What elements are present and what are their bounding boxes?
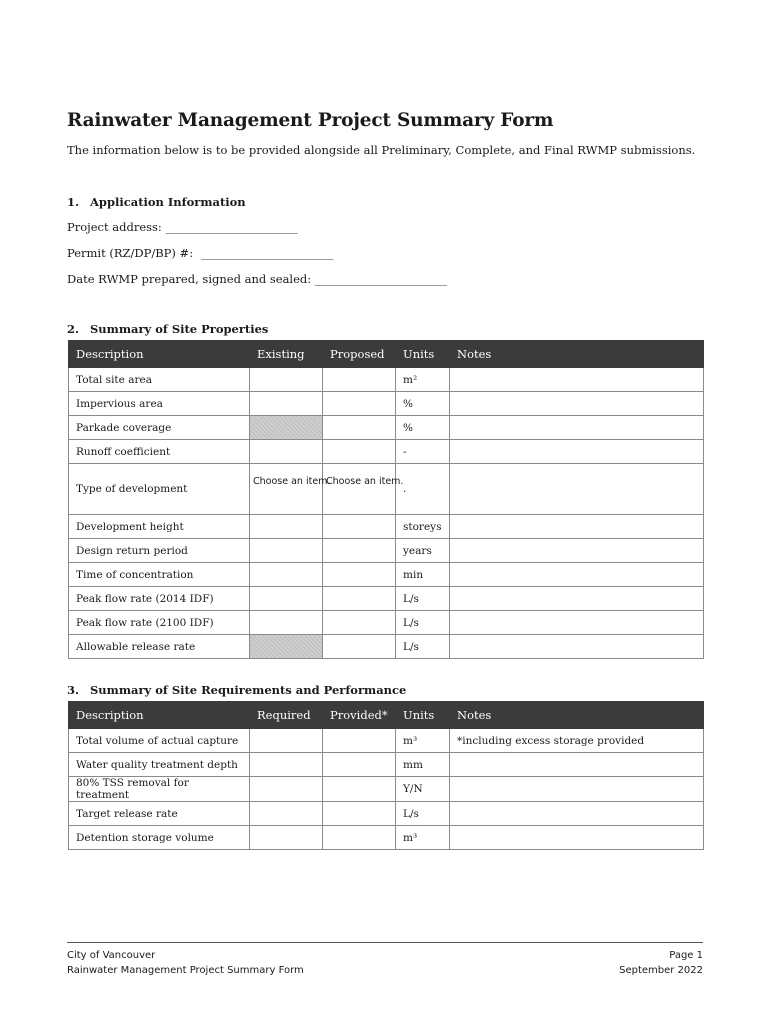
row-description: Development height: [69, 515, 250, 539]
table-row: [69, 729, 704, 753]
existing-cell[interactable]: [250, 563, 323, 587]
page-title: Rainwater Management Project Summary Form: [67, 110, 554, 131]
provided-cell[interactable]: [323, 729, 396, 753]
provided-cell[interactable]: [323, 777, 396, 802]
row-description: Target release rate: [69, 802, 250, 826]
permit-number-input[interactable]: _______________________: [201, 246, 334, 260]
units-cell: min: [396, 563, 450, 587]
table-row: [69, 777, 704, 802]
date-prepared-field[interactable]: [67, 272, 447, 286]
notes-cell[interactable]: [450, 635, 704, 659]
required-cell[interactable]: [250, 802, 323, 826]
row-description: Time of concentration: [69, 563, 250, 587]
col-header-notes: Notes: [450, 702, 704, 729]
units-cell: m²: [396, 368, 450, 392]
table-row: [69, 368, 704, 392]
date-prepared-label: Date RWMP prepared, signed and sealed:: [67, 272, 312, 286]
footer-divider: [67, 942, 703, 943]
units-cell: L/s: [396, 635, 450, 659]
notes-cell[interactable]: [450, 611, 704, 635]
notes-cell[interactable]: [450, 539, 704, 563]
col-header-proposed: Proposed: [323, 341, 396, 368]
existing-cell-disabled: [250, 416, 323, 440]
col-header-existing: Existing: [250, 341, 323, 368]
section-1-heading: [67, 195, 246, 209]
proposed-cell[interactable]: [323, 392, 396, 416]
notes-cell[interactable]: [450, 440, 704, 464]
col-header-units: Units: [396, 702, 450, 729]
table-row: [69, 635, 704, 659]
section-2-title: Summary of Site Properties: [90, 322, 269, 336]
row-description: Impervious area: [69, 392, 250, 416]
required-cell[interactable]: [250, 777, 323, 802]
required-cell[interactable]: [250, 826, 323, 850]
units-cell: m³: [396, 729, 450, 753]
row-description: Type of development: [69, 464, 250, 515]
proposed-cell[interactable]: [323, 539, 396, 563]
table-row: [69, 440, 704, 464]
existing-cell-disabled: [250, 635, 323, 659]
proposed-cell[interactable]: [323, 635, 396, 659]
table-header-row: [69, 702, 704, 729]
row-description: Allowable release rate: [69, 635, 250, 659]
permit-number-label: Permit (RZ/DP/BP) #:: [67, 246, 194, 260]
footer-page-number: Page 1: [669, 950, 703, 961]
notes-cell[interactable]: [450, 416, 704, 440]
table-row: [69, 802, 704, 826]
row-description: Runoff coefficient: [69, 440, 250, 464]
units-cell: %: [396, 416, 450, 440]
table-header-row: [69, 341, 704, 368]
row-description: Peak flow rate (2014 IDF): [69, 587, 250, 611]
existing-cell[interactable]: [250, 440, 323, 464]
existing-cell[interactable]: [250, 392, 323, 416]
units-cell: L/s: [396, 587, 450, 611]
table-row: [69, 539, 704, 563]
notes-cell[interactable]: [450, 826, 704, 850]
existing-cell[interactable]: [250, 587, 323, 611]
project-address-field[interactable]: [67, 220, 298, 234]
notes-cell[interactable]: [450, 515, 704, 539]
notes-cell[interactable]: [450, 464, 704, 515]
proposed-dropdown[interactable]: Choose an item.: [323, 464, 396, 515]
proposed-cell[interactable]: [323, 440, 396, 464]
proposed-cell[interactable]: [323, 563, 396, 587]
notes-cell[interactable]: *including excess storage provided: [450, 729, 704, 753]
proposed-cell[interactable]: [323, 587, 396, 611]
proposed-cell[interactable]: [323, 515, 396, 539]
section-3-heading: [67, 683, 406, 697]
proposed-cell[interactable]: [323, 368, 396, 392]
section-2-heading: [67, 322, 268, 336]
row-description: Total volume of actual capture: [69, 729, 250, 753]
section-2-number: 2.: [67, 322, 80, 336]
notes-cell[interactable]: [450, 587, 704, 611]
section-1-title: Application Information: [90, 195, 246, 209]
units-cell: L/s: [396, 611, 450, 635]
table-row: [69, 611, 704, 635]
existing-dropdown[interactable]: Choose an item.: [250, 464, 323, 515]
project-address-input[interactable]: _______________________: [165, 220, 298, 234]
units-cell: storeys: [396, 515, 450, 539]
row-description: Design return period: [69, 539, 250, 563]
table-row: [69, 563, 704, 587]
section-3-title: Summary of Site Requirements and Performance: [90, 683, 407, 697]
footer-form-name: Rainwater Management Project Summary Form: [67, 965, 304, 976]
notes-cell[interactable]: [450, 777, 704, 802]
col-header-description: Description: [69, 341, 250, 368]
table-row: [69, 392, 704, 416]
table-row: [69, 753, 704, 777]
existing-cell[interactable]: [250, 515, 323, 539]
units-cell: L/s: [396, 802, 450, 826]
proposed-cell[interactable]: [323, 611, 396, 635]
units-cell: years: [396, 539, 450, 563]
required-cell[interactable]: [250, 753, 323, 777]
notes-cell[interactable]: [450, 753, 704, 777]
section-3-number: 3.: [67, 683, 80, 697]
footer-date: September 2022: [619, 965, 703, 976]
notes-cell[interactable]: [450, 392, 704, 416]
col-header-description: Description: [69, 702, 250, 729]
site-properties-table: [68, 340, 704, 659]
table-row: [69, 826, 704, 850]
permit-number-field[interactable]: [67, 246, 333, 260]
row-description: 80% TSS removal for treatment: [69, 777, 250, 802]
footer-org: City of Vancouver: [67, 950, 156, 961]
col-header-units: Units: [396, 341, 450, 368]
units-cell: Y/N: [396, 777, 450, 802]
row-description: Water quality treatment depth: [69, 753, 250, 777]
units-cell: %: [396, 392, 450, 416]
row-description: Detention storage volume: [69, 826, 250, 850]
existing-cell[interactable]: [250, 611, 323, 635]
existing-cell[interactable]: [250, 368, 323, 392]
row-description: Parkade coverage: [69, 416, 250, 440]
col-header-provided: Provided*: [323, 702, 396, 729]
units-cell: m³: [396, 826, 450, 850]
row-description: Total site area: [69, 368, 250, 392]
date-prepared-input[interactable]: _______________________: [314, 272, 448, 286]
existing-cell[interactable]: [250, 539, 323, 563]
col-header-required: Required: [250, 702, 323, 729]
provided-cell[interactable]: [323, 753, 396, 777]
proposed-cell[interactable]: [323, 416, 396, 440]
table-row: [69, 416, 704, 440]
provided-cell[interactable]: [323, 826, 396, 850]
units-cell: .: [396, 464, 450, 515]
intro-text: The information below is to be provided alongside all Preliminary, Complete, and Final RWMP submissions.: [67, 143, 696, 157]
section-1-number: 1.: [67, 195, 80, 209]
notes-cell[interactable]: [450, 368, 704, 392]
site-requirements-table: [68, 701, 704, 850]
required-cell[interactable]: [250, 729, 323, 753]
row-description: Peak flow rate (2100 IDF): [69, 611, 250, 635]
notes-cell[interactable]: [450, 563, 704, 587]
notes-cell[interactable]: [450, 802, 704, 826]
project-address-label: Project address:: [67, 220, 162, 234]
provided-cell[interactable]: [323, 802, 396, 826]
units-cell: -: [396, 440, 450, 464]
footer-left: [67, 948, 304, 978]
col-header-notes: Notes: [450, 341, 704, 368]
table-row: [69, 464, 704, 515]
footer-right: [619, 948, 703, 978]
table-row: [69, 587, 704, 611]
units-cell: mm: [396, 753, 450, 777]
table-row: [69, 515, 704, 539]
